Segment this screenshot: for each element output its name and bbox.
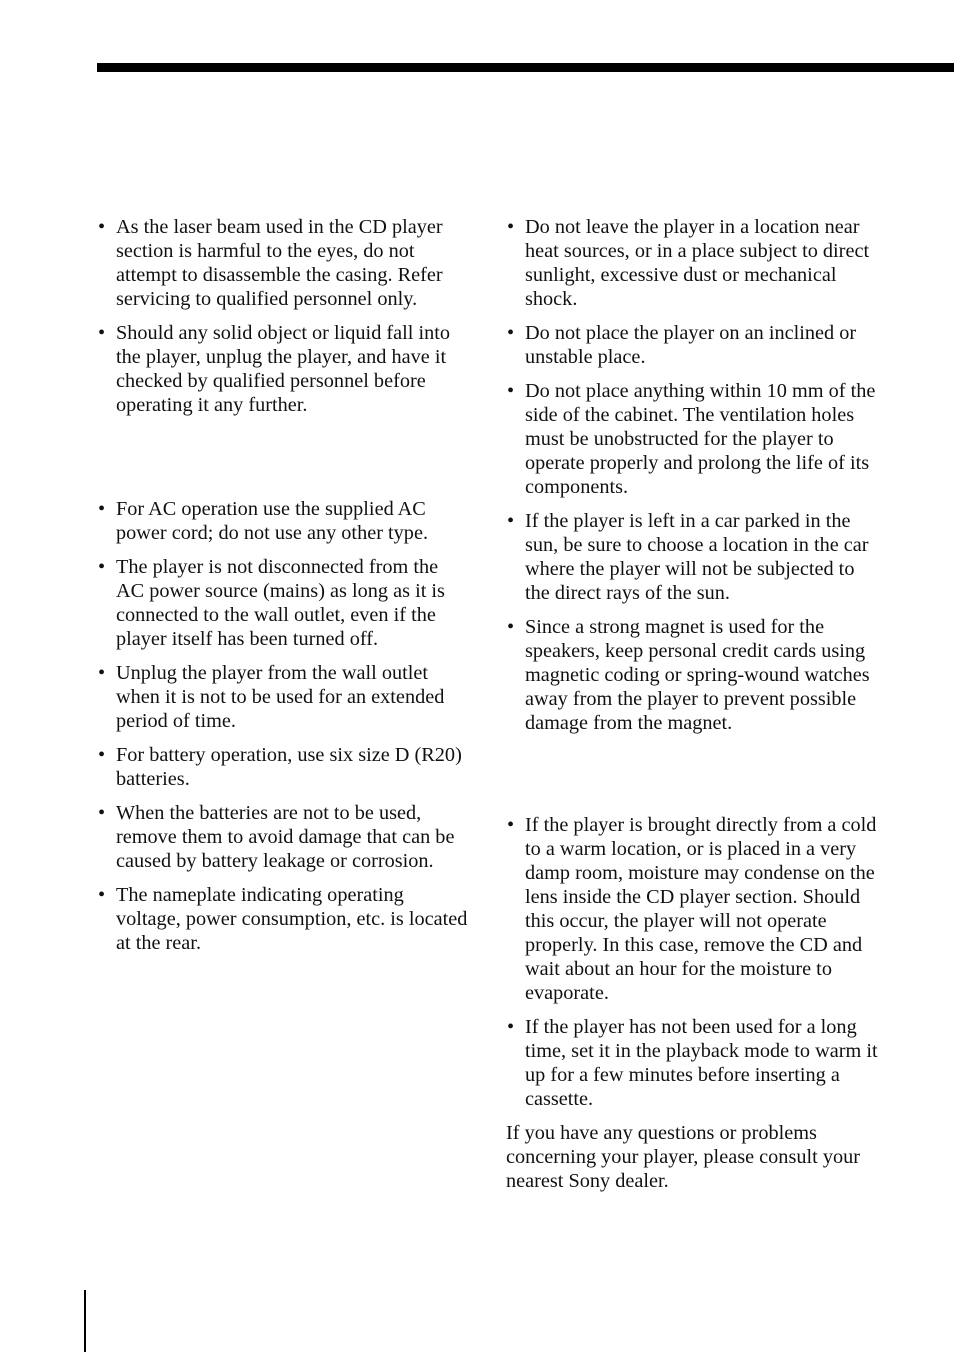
list-item: • Since a strong magnet is used for the speakers, keep personal credit cards using magnetic coding or spring-wound watches away from the player to prevent possible damage from the magnet. [506,615,878,735]
list-item: • Should any solid object or liquid fall into the player, unplug the player, and have it checked by qualified personnel before operating it any further. [97,321,469,417]
list-item: • Unplug the player from the wall outlet when it is not to be used for an extended period of time. [97,661,469,733]
section-gap [506,745,878,813]
closing-paragraph: If you have any questions or problems concerning your player, please consult your nearest Sony dealer. [506,1122,860,1192]
list-item: • Do not place anything within 10 mm of the side of the cabinet. The ventilation holes must be unobstructed for the player to operate properly and prolong the life of its components. [506,379,878,499]
list-item: • For battery operation, use six size D (R20) batteries. [97,743,469,791]
list-item: • If the player has not been used for a long time, set it in the playback mode to warm it up for a few minutes before inserting a cassette. [506,1015,878,1111]
list-item: • The nameplate indicating operating voltage, power consumption, etc. is located at the rear. [97,883,469,955]
section-gap [97,427,469,497]
list-item: • For AC operation use the supplied AC power cord; do not use any other type. [97,497,469,545]
list-item: • Do not place the player on an inclined or unstable place. [506,321,878,369]
list-item: • As the laser beam used in the CD player section is harmful to the eyes, do not attempt to disassemble the casing. Refer servicing to qualified personnel only. [97,215,469,311]
list-item: • If the player is brought directly from a cold to a warm location, or is placed in a very damp room, moisture may condense on the lens inside the CD player section. Should this occur, the player will not operate properly. In this case, remove the CD and wait about an hour for the moisture to evaporate. [506,813,878,1005]
list-item: • If the player is left in a car parked in the sun, be sure to choose a location in the car where the player will not be subjected to the direct rays of the sun. [506,509,878,605]
right-list-condensation [506,813,878,1111]
right-column [506,215,878,1193]
list-item: • Do not leave the player in a location near heat sources, or in a place subject to direct sunlight, excessive dust or mechanical shock. [506,215,878,311]
left-column [97,215,469,965]
left-list-power [97,497,469,955]
right-list-placement [506,215,878,735]
left-list-safety [97,215,469,417]
list-item: • The player is not disconnected from the AC power source (mains) as long as it is connected to the wall outlet, even if the player itself has been turned off. [97,555,469,651]
margin-rule [84,1290,86,1352]
list-item: • When the batteries are not to be used, remove them to avoid damage that can be caused by battery leakage or corrosion. [97,801,469,873]
header-rule [97,63,954,72]
